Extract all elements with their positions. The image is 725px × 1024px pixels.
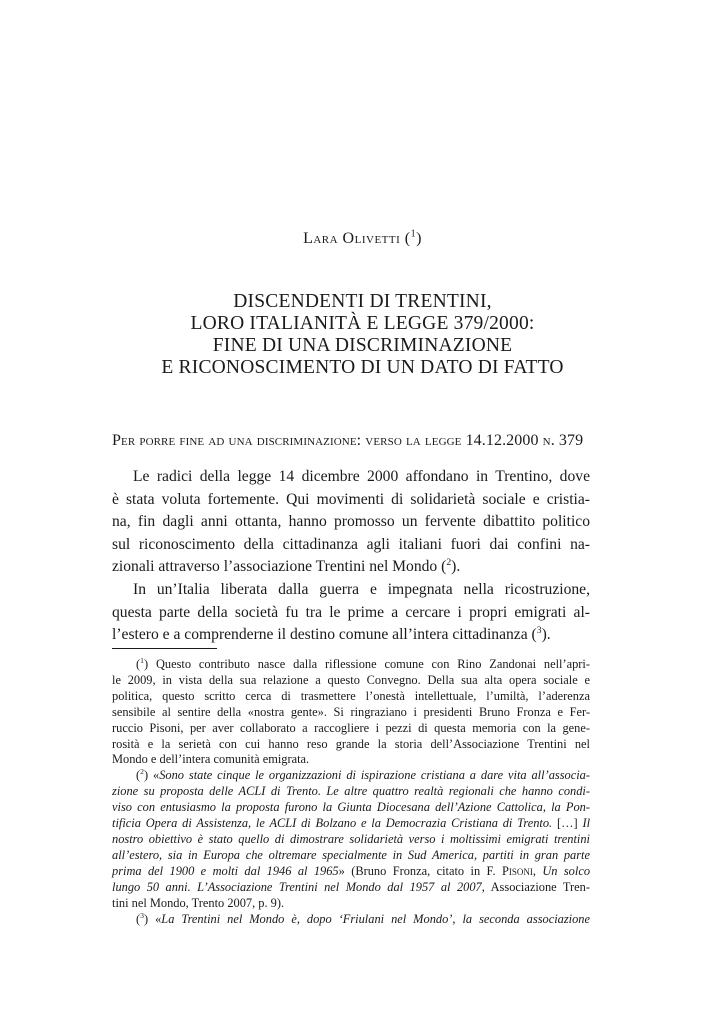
footnote-3-line: ($^3$) «La Trentini nel Mondo è, dopo ‘Friulani nel Mondo’, la seconda associazione <box>136 910 591 926</box>
footnote-cite-title: lungo 50 anni. L’Associazione Trentini nel Mondo dal 1957 al 2007 <box>112 879 482 894</box>
title-line: DISCENDENTI DI TRENTINI, <box>233 291 492 312</box>
footnote-italic: tificia Opera di Assistenza, le ACLI di Bolzano e la Democrazia Cristiana di Trento. <box>112 816 553 831</box>
footnote-1-line: rosità e la serietà con cui hanno reso grande la storia dell’Associazione Trentini nel <box>112 736 590 751</box>
footnotes <box>112 657 590 927</box>
footnote-1-line: politica, questo scritto cerca di trasmettere l’onestà intellettuale, l’umiltà, l’aderenza <box>112 688 590 703</box>
body-line <box>112 624 590 647</box>
body-line: In un’Italia liberata dalla guerra e impegnata nella ricostruzione, <box>133 580 590 598</box>
footnote-1-line: ruccio Pisoni, per aver collaborato a raccogliere i pezzi di questa memoria con la gene- <box>112 720 590 735</box>
footnote-italic: Sono state cinque le organizzazioni di ispirazione cristiana a dare vita all’associa- <box>159 768 590 783</box>
footnote-text: » (Bruno Fronza, citato in F. <box>338 863 502 878</box>
footnote-2-line: zione su proposta delle ACLI di Trento. Le altre quattro realtà regionali che hanno condi- <box>112 784 590 799</box>
body-line: sul riconoscimento della cittadinanza agli italiani fuori dai confini na- <box>112 535 590 553</box>
body-line: è stata voluta fortemente. Qui movimenti di solidarietà sociale e cristia- <box>112 490 590 508</box>
body-line: questa parte della società fu tra le prime a cercare i propri emigrati al- <box>112 603 590 621</box>
author-name: Lara Olivetti <box>303 230 401 247</box>
footnote-ref: 3 <box>536 624 542 636</box>
footnote-text: […] <box>552 816 583 831</box>
footnote-2-line: ($^2$) «Sono state cinque le organizzazioni di ispirazione cristiana a dare vita all’associa- <box>136 767 590 783</box>
footnote-text: ) Questo contributo nasce dalla riflessione comune con Rino Zandonai nell’apri- <box>143 657 590 671</box>
footnote-marker: 1 <box>140 655 144 665</box>
footnote-2-line: tini nel Mondo, Trento 2007, p. 9). <box>112 895 285 910</box>
article-title <box>60 291 665 379</box>
footnote-2-line: nostro obiettivo è stato quello di dimostrare solidarietà verso i moltissimi emigrati trentini <box>112 831 590 846</box>
footnote-1-line: sensibile al sentire della «nostra gente». Si ringraziano i presidenti Bruno Fronza e Fer- <box>112 704 590 719</box>
footnote-marker: 3 <box>140 910 144 920</box>
footnote-2-line <box>112 880 590 896</box>
footnote-1-line: le 2009, in vista della sua relazione a questo Convegno. Della sua alta opera sociale e <box>112 672 590 687</box>
body-line-text: l’estero e a comprenderne il destino comune all’intera cittadinanza ( <box>112 626 537 644</box>
footnote-cite-title: Un solco <box>542 863 591 878</box>
footnote-1-line: Mondo e dell’intera comunità emigrata. <box>112 752 310 767</box>
footnote-2-line: viso con entusiasmo la proposta furono la Giunta Diocesana dell’Azione Cattolica, la Pon- <box>112 800 590 815</box>
footnote-italic: Il <box>582 816 591 831</box>
footnote-ref: 2 <box>446 557 452 569</box>
footnote-italic: La Trentini nel Mondo è, dopo ‘Friulani nel Mondo’, la seconda associazione <box>161 911 591 926</box>
body-line-text: ). <box>451 558 461 576</box>
footnote-2-line <box>112 864 590 880</box>
author-note-ref: 1 <box>410 228 417 240</box>
body-line-text: zionali attraverso l’associazione Trentini nel Mondo ( <box>112 558 447 576</box>
author-line: Lara Olivetti ($^1$) <box>303 228 422 247</box>
footnote-text: , <box>532 863 543 878</box>
title-line: FINE DI UNA DISCRIMINAZIONE <box>212 335 513 356</box>
footnote-marker: 2 <box>140 767 144 777</box>
footnote-text: ) « <box>143 911 162 926</box>
footnote-cite-author: Pisoni <box>501 863 533 878</box>
body-line: Le radici della legge 14 dicembre 2000 affondano in Trentino, dove <box>133 468 590 485</box>
footnote-2-line <box>112 816 590 832</box>
body-line <box>112 556 590 579</box>
footnote-text: ) « <box>143 768 160 783</box>
footnote-text: , Associazione Tren- <box>481 879 590 894</box>
footnote-italic: prima del 1900 e molti dal 1946 al 1965 <box>112 863 339 878</box>
body-text <box>112 466 590 647</box>
footnote-2-line: all’estero, sia in Europa che oltremare specialmente in Sud America, partiti in gran parte <box>112 847 590 862</box>
section-heading: Per porre fine ad una discriminazione: verso la legge 14.12.2000 n. 379 <box>112 432 584 449</box>
title-line: LORO ITALIANITÀ E LEGGE 379/2000: <box>190 313 535 334</box>
footnote-separator <box>112 648 217 649</box>
footnote-1-line: ($^1$) Questo contributo nasce dalla riflessione comune con Rino Zandonai nell’apri- <box>136 655 590 671</box>
title-line: E RICONOSCIMENTO DI UN DATO DI FATTO <box>161 357 564 378</box>
body-line-text: ). <box>541 626 551 644</box>
body-line: na, fin dagli anni ottanta, hanno promosso un fervente dibattito politico <box>112 513 590 531</box>
